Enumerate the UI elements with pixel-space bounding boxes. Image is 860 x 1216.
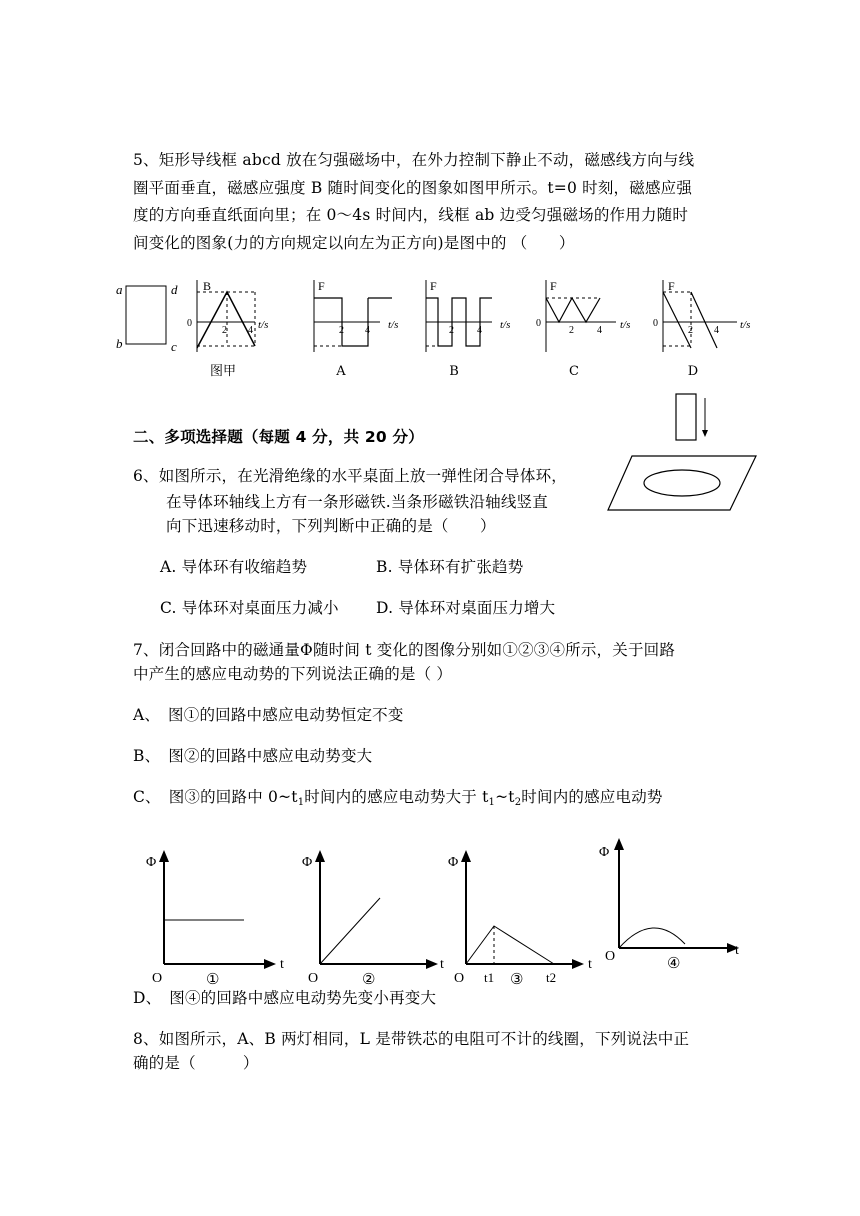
t-label-4: t bbox=[735, 943, 739, 958]
frame-rect bbox=[126, 286, 166, 344]
origin-label-2: O bbox=[308, 971, 319, 986]
q7-option-c-part3: ~t bbox=[495, 788, 515, 806]
rectangular-frame-figure bbox=[113, 278, 183, 353]
section-title: 二、多项选择题（每题 4 分，共 20 分） bbox=[133, 428, 424, 446]
label-F-c: F bbox=[550, 279, 557, 293]
graph-b-f-t bbox=[412, 276, 522, 356]
graph-jia-b-t bbox=[185, 276, 285, 356]
graph-number-3: ③ bbox=[510, 972, 524, 988]
label-F-b: F bbox=[430, 279, 437, 293]
label-4-b: 4 bbox=[477, 325, 482, 336]
t-label-3: t bbox=[588, 957, 592, 972]
label-a: a bbox=[116, 282, 123, 297]
q6-option-d: D. 导体环对桌面压力增大 bbox=[376, 599, 556, 617]
q7-option-a: A、 图①的回路中感应电动势恒定不变 bbox=[133, 706, 404, 724]
q7-option-b: B、 图②的回路中感应电动势变大 bbox=[133, 747, 373, 765]
down-arrow-icon bbox=[702, 430, 708, 437]
x-arrow-icon bbox=[572, 959, 584, 969]
y-arrow-icon bbox=[614, 838, 624, 850]
label-2-c: 2 bbox=[569, 325, 574, 336]
label-c: c bbox=[171, 339, 177, 353]
label-F-a: F bbox=[318, 279, 325, 293]
q7-line-1: 7、闭合回路中的磁通量Φ随时间 t 变化的图像分别如①②③④所示，关于回路 bbox=[133, 641, 676, 659]
graph-a-f-t bbox=[300, 276, 410, 356]
conductor-ring bbox=[644, 470, 720, 496]
x-arrow-icon bbox=[264, 959, 276, 969]
phi-graph-1 bbox=[140, 842, 300, 988]
graph-number-1: ① bbox=[206, 972, 220, 988]
t-label-2: t bbox=[440, 957, 444, 972]
origin-label-1: O bbox=[152, 971, 163, 986]
q8-line-1: 8、如图所示，A、B 两灯相同，L 是带铁芯的电阻可不计的线圈，下列说法中正 bbox=[133, 1030, 690, 1048]
label-4-d: 4 bbox=[714, 325, 719, 336]
q6-line-3: 向下迅速移动时，下列判断中正确的是（ ） bbox=[166, 517, 496, 535]
q6-line-2: 在导体环轴线上方有一条形磁铁.当条形磁铁沿轴线竖直 bbox=[166, 493, 548, 511]
q5-line-4: 间变化的图象(力的方向规定以向左为正方向)是图中的 （ ） bbox=[133, 234, 575, 252]
q8-line-2: 确的是（ ） bbox=[133, 1054, 259, 1072]
label-b: b bbox=[116, 336, 123, 351]
label-4: 4 bbox=[248, 325, 253, 336]
graph-c-f-t bbox=[528, 276, 638, 356]
phi-graph-4 bbox=[595, 832, 755, 974]
graph-number-2: ② bbox=[362, 972, 376, 988]
t1-label: t1 bbox=[484, 970, 495, 985]
label-zero-c: 0 bbox=[536, 318, 541, 329]
label-2-d: 2 bbox=[688, 325, 693, 336]
origin-label-4: O bbox=[605, 949, 616, 964]
x-arrow-icon bbox=[426, 959, 438, 969]
table-surface bbox=[608, 456, 756, 510]
q6-line-1: 6、如图所示，在光滑绝缘的水平桌面上放一弹性闭合导体环， bbox=[133, 467, 567, 485]
label-d: d bbox=[171, 282, 178, 297]
label-2-b: 2 bbox=[449, 325, 454, 336]
label-ts-d: t/s bbox=[740, 319, 751, 331]
label-4-a: 4 bbox=[365, 325, 370, 336]
q7-line-2: 中产生的感应电动势的下列说法正确的是（ ） bbox=[133, 665, 453, 683]
y-arrow-icon bbox=[461, 850, 471, 862]
phi-graph-3 bbox=[442, 842, 602, 988]
t2-label: t2 bbox=[546, 970, 557, 985]
q6-option-a: A. 导体环有收缩趋势 bbox=[160, 558, 308, 576]
label-2: 2 bbox=[222, 325, 227, 336]
label-2-a: 2 bbox=[339, 325, 344, 336]
label-B: B bbox=[203, 279, 212, 293]
b-line bbox=[197, 292, 255, 348]
origin-label-3: O bbox=[454, 971, 465, 986]
magnet-ring-figure bbox=[604, 392, 764, 524]
q7-option-c-part2: 时间内的感应电动势大于 t bbox=[304, 788, 489, 806]
q5-line-3: 度的方向垂直纸面向里；在 0～4s 时间内，线框 ab 边受匀强磁场的作用力随时 bbox=[133, 206, 689, 224]
phi-label-4: Φ bbox=[599, 845, 610, 860]
phi-label-3: Φ bbox=[448, 855, 459, 870]
label-F-d: F bbox=[668, 279, 675, 293]
q7-option-c bbox=[133, 785, 663, 808]
caption-b: B bbox=[449, 364, 459, 379]
q5-line-1: 5、矩形导线框 abcd 放在匀强磁场中，在外力控制下静止不动，磁感线方向与线 bbox=[133, 151, 695, 169]
y-arrow-icon bbox=[159, 850, 169, 862]
bar-magnet bbox=[676, 394, 696, 440]
phi-graph-2 bbox=[296, 842, 446, 988]
caption-c: C bbox=[569, 364, 579, 379]
q6-option-c: C. 导体环对桌面压力减小 bbox=[160, 599, 339, 617]
label-ts-c: t/s bbox=[620, 319, 631, 331]
label-zero: 0 bbox=[187, 318, 192, 329]
q5-line-2: 圈平面垂直，磁感应强度 B 随时间变化的图象如图甲所示。t=0 时刻，磁感应强 bbox=[133, 179, 693, 197]
label-zero-d: 0 bbox=[653, 318, 658, 329]
sub-2: 2 bbox=[514, 797, 522, 808]
y-arrow-icon bbox=[315, 850, 325, 862]
q7-option-c-part4: 时间内的感应电动势 bbox=[521, 788, 663, 806]
q7-option-d: D、 图④的回路中感应电动势先变小再变大 bbox=[133, 989, 437, 1007]
label-ts-a: t/s bbox=[388, 319, 399, 331]
sub-1b: 1 bbox=[488, 797, 496, 808]
caption-d: D bbox=[687, 364, 699, 379]
q7-option-c-part1: C、 图③的回路中 0~t bbox=[133, 788, 298, 806]
label-ts-b: t/s bbox=[500, 319, 511, 331]
q6-option-b: B. 导体环有扩张趋势 bbox=[376, 558, 524, 576]
caption-jia: 图甲 bbox=[209, 364, 236, 379]
graph-d-f-t bbox=[645, 276, 760, 356]
phi-label-2: Φ bbox=[302, 855, 313, 870]
phi-label-1: Φ bbox=[146, 855, 157, 870]
caption-a: A bbox=[336, 364, 346, 379]
t-label-1: t bbox=[280, 957, 284, 972]
sub-1a: 1 bbox=[297, 797, 305, 808]
label-ts: t/s bbox=[258, 319, 269, 331]
label-4-c: 4 bbox=[597, 325, 602, 336]
graph-number-4: ④ bbox=[667, 956, 681, 972]
